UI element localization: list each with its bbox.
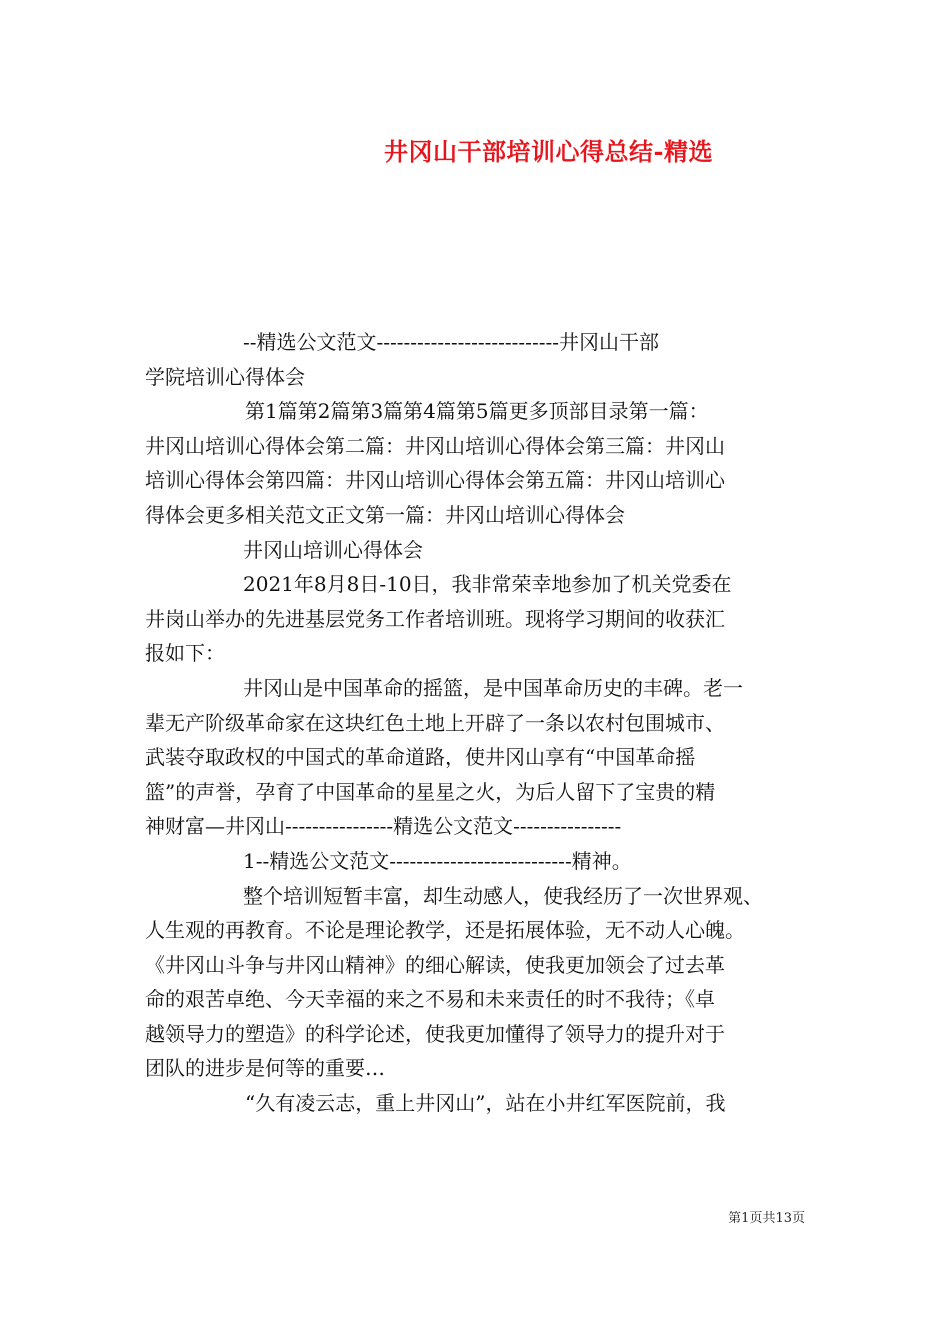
body-line: --精选公文范文---------------------------井冈山干部 [243,330,659,354]
body-line: 得体会更多相关范文正文第一篇：井冈山培训心得体会 [145,502,625,527]
body-line: 井冈山培训心得体会 [243,537,423,562]
body-line: 1--精选公文范文---------------------------精神。 [243,848,632,873]
body-line: 《井冈山斗争与井冈山精神》的细心解读，使我更加领会了过去革 [145,952,725,977]
body-line: 武装夺取政权的中国式的革命道路，使井冈山享有“中国革命摇 [145,745,696,770]
body-line: 学院培训心得体会 [145,364,305,389]
document-body [145,325,807,1121]
body-line: 培训心得体会第四篇：井冈山培训心得体会第五篇：井冈山培训心 [145,468,725,493]
body-line: 神财富—井冈山----------------精选公文范文---------------- [145,814,622,839]
body-line: 报如下： [145,641,225,666]
body-line: 人生观的再教育。不论是理论教学，还是拓展体验，无不动人心魄。 [145,918,745,943]
body-line: 井岗山举办的先进基层党务工作者培训班。现将学习期间的收获汇 [145,606,725,631]
body-line: 篮”的声誉，孕育了中国革命的星星之火，为后人留下了宝贵的精 [145,779,716,804]
body-line: 命的艰苦卓绝、今天幸福的来之不易和未来责任的时不我待；《卓 [145,987,715,1012]
body-line: 团队的进步是何等的重要… [145,1056,385,1081]
body-line: 越领导力的塑造》的科学论述，使我更加懂得了领导力的提升对于 [145,1021,725,1046]
body-line: “久有凌云志，重上井冈山”，站在小井红军医院前，我 [245,1091,726,1116]
document-title: 井冈山干部培训心得总结-精选 [384,137,713,166]
page-number-footer: 第1页共13页 [728,1211,805,1226]
body-line: 整个培训短暂丰富，却生动感人，使我经历了一次世界观、 [243,883,763,908]
body-line: 井冈山培训心得体会第二篇：井冈山培训心得体会第三篇：井冈山 [145,433,725,458]
body-line: 井冈山是中国革命的摇篮，是中国革命历史的丰碑。老一 [243,675,743,700]
body-line: 辈无产阶级革命家在这块红色土地上开辟了一条以农村包围城市、 [145,710,725,735]
body-line: 2021年8月8日-10日，我非常荣幸地参加了机关党委在 [243,572,732,597]
body-line: 第1篇第2篇第3篇第4篇第5篇更多顶部目录第一篇： [245,399,709,424]
